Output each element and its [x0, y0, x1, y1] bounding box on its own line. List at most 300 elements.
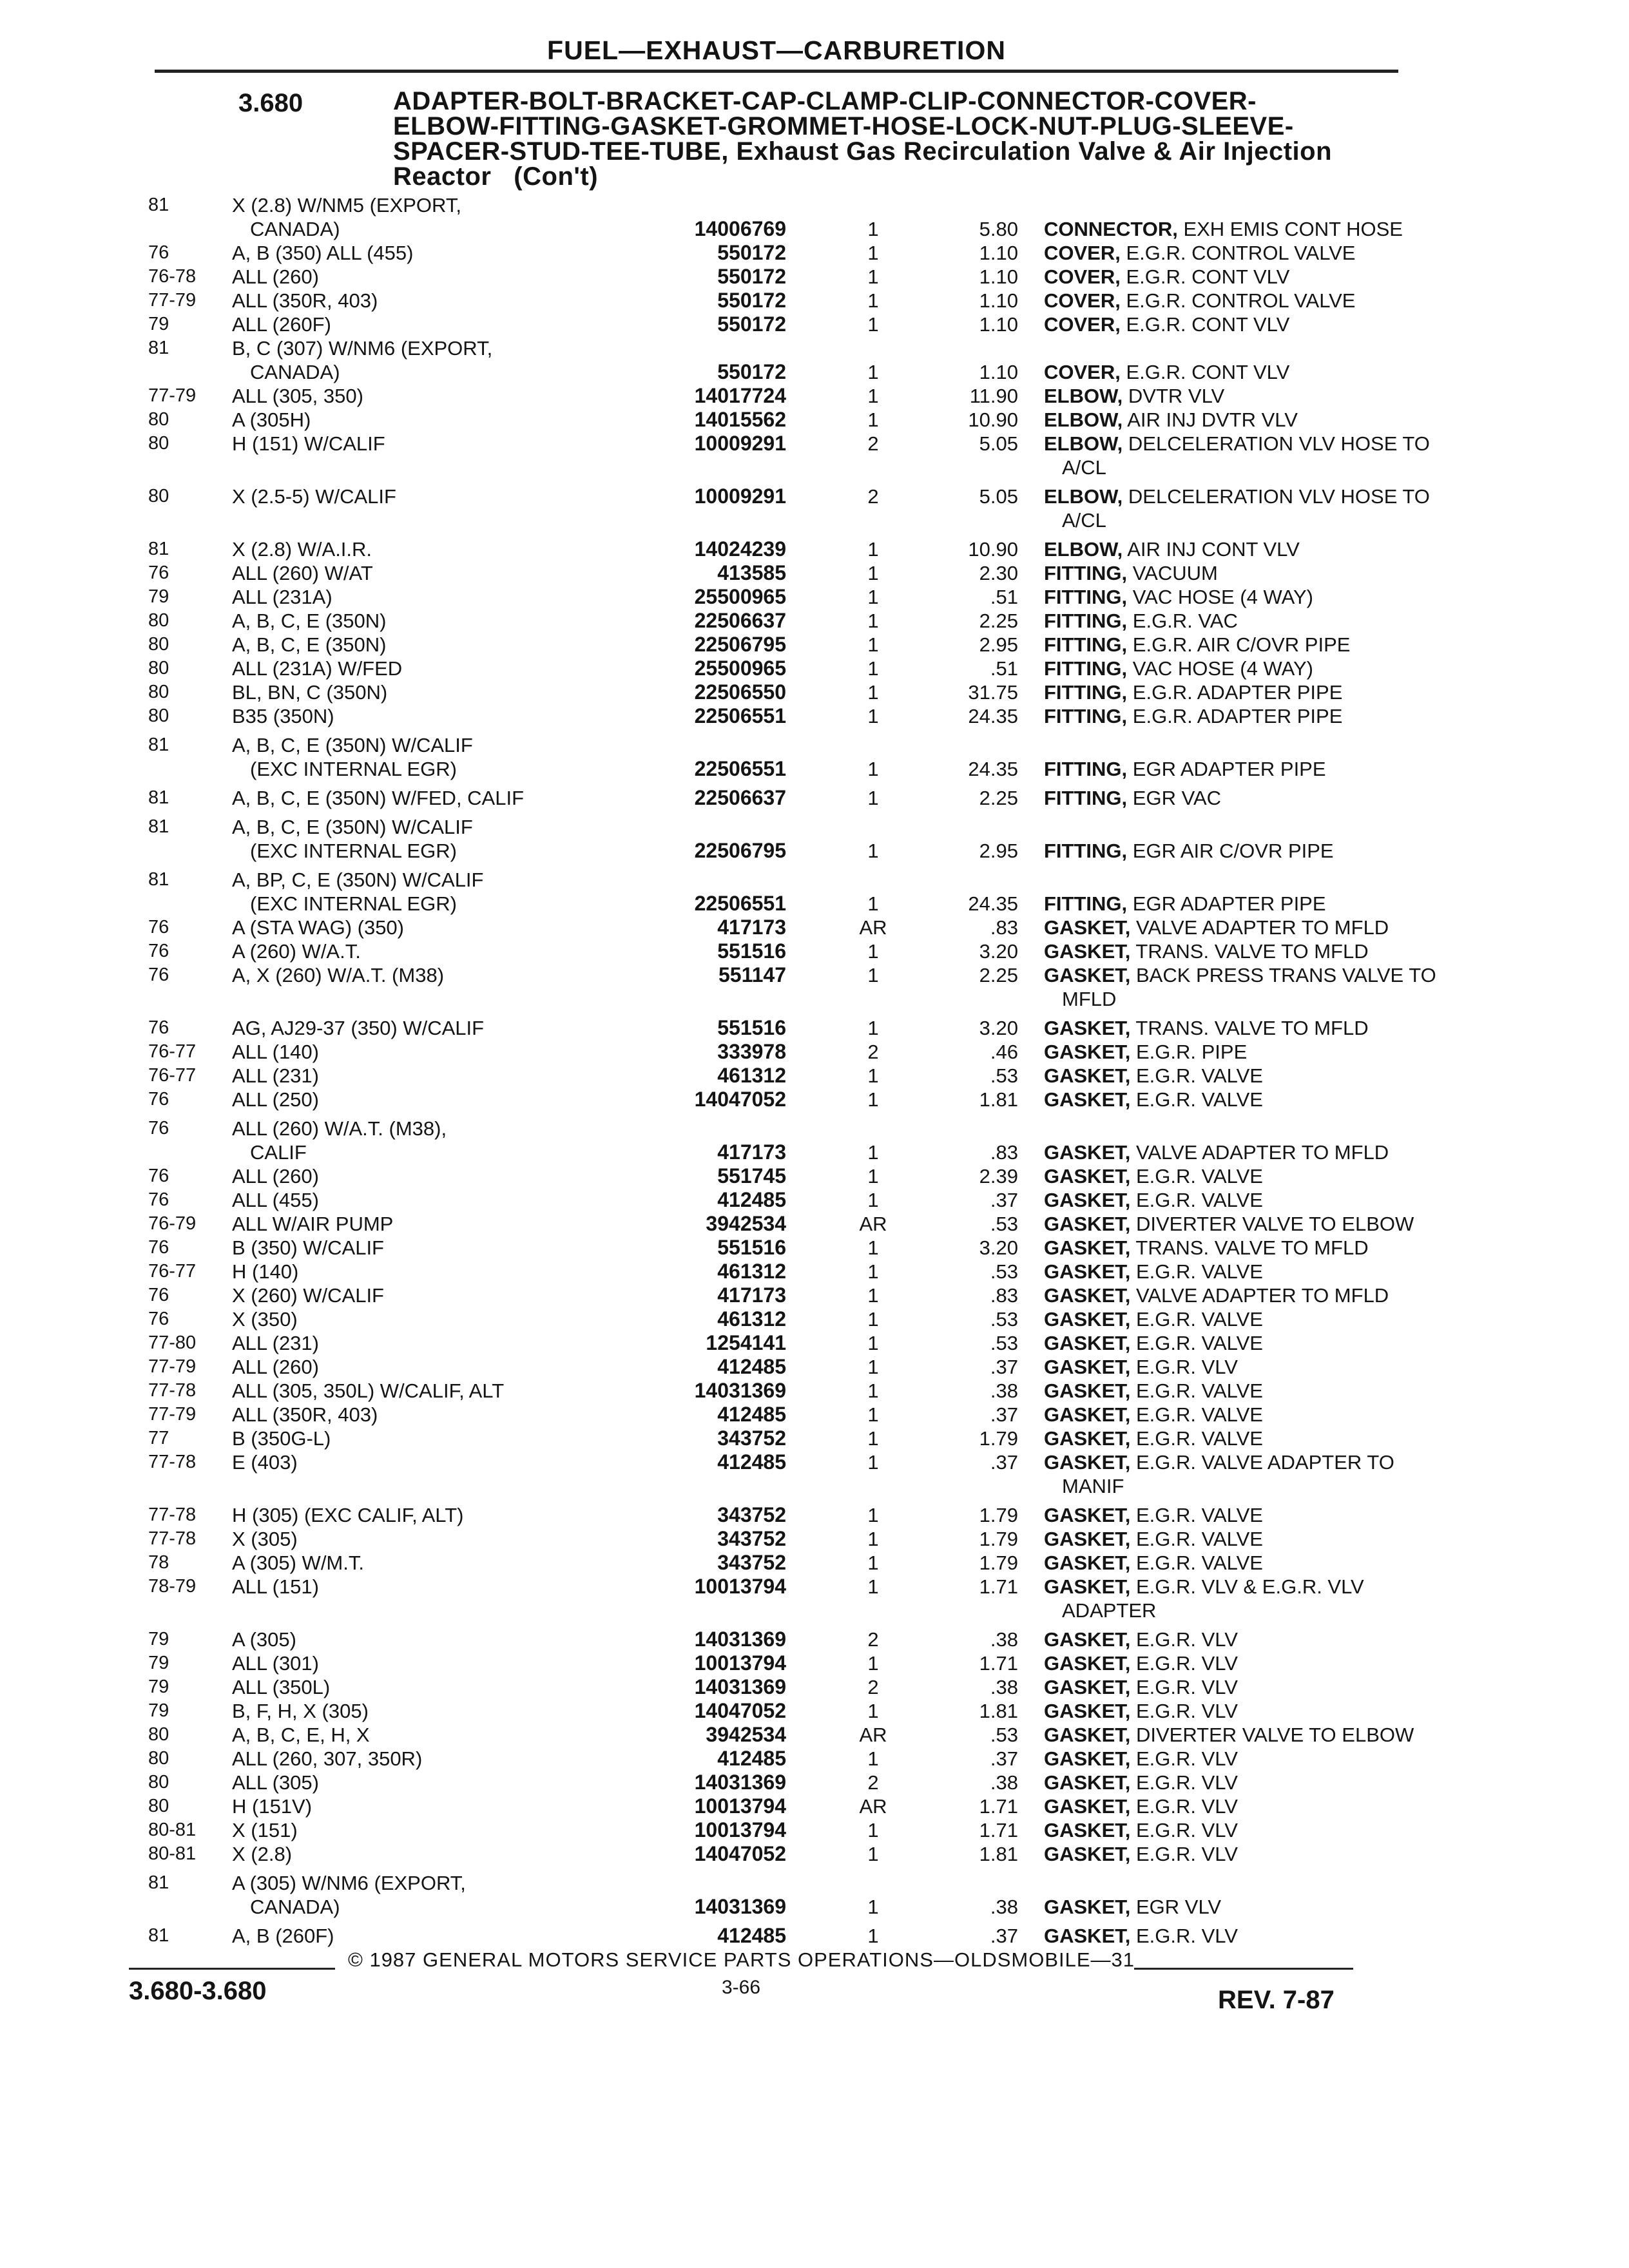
- part-description: [1044, 1379, 1508, 1403]
- model-application: [232, 1283, 709, 1307]
- part-type: COVER,: [1044, 242, 1121, 264]
- model-line: A (305) W/NM6 (EXPORT,: [232, 1872, 466, 1894]
- year-range: 81: [148, 735, 169, 755]
- model-line: ALL (231A) W/FED: [232, 657, 403, 680]
- part-number: 14031369: [694, 1895, 786, 1918]
- part-detail: E.G.R. CONT VLV: [1126, 265, 1290, 288]
- part-description: [1044, 1040, 1508, 1064]
- part-number: 22506551: [694, 704, 786, 727]
- price: .53: [990, 1724, 1018, 1746]
- model-application: [232, 916, 709, 939]
- part-type: GASKET,: [1044, 1700, 1131, 1722]
- price: 3.20: [979, 940, 1018, 963]
- price: 5.05: [979, 432, 1018, 455]
- year-range: 79: [148, 314, 169, 334]
- part-type: GASKET,: [1044, 1747, 1131, 1770]
- model-line: X (2.8) W/NM5 (EXPORT,: [232, 194, 461, 216]
- quantity: 1: [867, 1064, 879, 1087]
- table-row: [148, 585, 1392, 609]
- model-line: ALL (260, 307, 350R): [232, 1747, 423, 1770]
- year-range: 77: [148, 1428, 169, 1448]
- part-number: 22506795: [694, 839, 786, 862]
- quantity: AR: [859, 916, 887, 939]
- quantity: 1: [867, 1451, 879, 1474]
- part-description: [1044, 1818, 1508, 1842]
- model-application: [232, 241, 709, 265]
- part-detail: DIVERTER VALVE TO ELBOW: [1135, 1213, 1414, 1235]
- part-detail: EGR ADAPTER PIPE: [1132, 758, 1326, 780]
- year-range: 81: [148, 539, 169, 559]
- part-detail-2: ADAPTER: [1062, 1599, 1157, 1622]
- price: 2.25: [979, 610, 1018, 632]
- part-description: [1044, 939, 1508, 963]
- model-line: X (2.8): [232, 1843, 293, 1865]
- part-type: FITTING,: [1044, 892, 1128, 915]
- header-rule: [155, 70, 1398, 73]
- part-detail: E.G.R. CONT VLV: [1126, 313, 1290, 336]
- part-number: 412485: [717, 1450, 786, 1474]
- year-range: 77-78: [148, 1452, 197, 1472]
- quantity: 1: [867, 1260, 879, 1283]
- part-number: 22506637: [694, 609, 786, 632]
- price: 1.79: [979, 1427, 1018, 1450]
- year-range: 79: [148, 1700, 169, 1721]
- year-range: 77-80: [148, 1332, 197, 1353]
- price: 1.79: [979, 1552, 1018, 1574]
- model-line: A, B, C, E (350N) W/CALIF: [232, 734, 473, 756]
- part-number: 550172: [717, 265, 786, 288]
- model-line: A (260) W/A.T.: [232, 940, 361, 963]
- price: 1.10: [979, 265, 1018, 288]
- quantity: 1: [867, 633, 879, 656]
- price: 1.71: [979, 1819, 1018, 1841]
- part-number: 461312: [717, 1260, 786, 1283]
- part-type: GASKET,: [1044, 1451, 1131, 1474]
- quantity: 1: [867, 385, 879, 407]
- part-number: 14031369: [694, 1628, 786, 1651]
- quantity: 1: [867, 964, 879, 986]
- quantity: 1: [867, 1332, 879, 1354]
- quantity: 1: [867, 562, 879, 584]
- price: 2.95: [979, 840, 1018, 862]
- table-row: [148, 1723, 1414, 1747]
- part-detail: E.G.R. VLV: [1135, 1747, 1238, 1770]
- part-type: FITTING,: [1044, 633, 1128, 656]
- part-description: [1044, 289, 1508, 312]
- part-detail: E.G.R. VLV & E.G.R. VLV: [1135, 1575, 1364, 1598]
- part-type: COVER,: [1044, 265, 1121, 288]
- price: .37: [990, 1925, 1018, 1947]
- table-row: [148, 1236, 1392, 1260]
- part-description: [1044, 657, 1508, 680]
- model-line: A (305H): [232, 408, 311, 431]
- price: 1.10: [979, 289, 1018, 312]
- quantity: 1: [867, 1819, 879, 1841]
- part-number: 412485: [717, 1355, 786, 1378]
- part-detail: E.G.R. VLV: [1135, 1843, 1238, 1865]
- part-detail: E.G.R. VLV: [1135, 1771, 1238, 1794]
- model-application: [232, 733, 709, 781]
- model-line: ALL (231): [232, 1064, 319, 1087]
- model-application: [232, 1551, 709, 1575]
- quantity: 1: [867, 610, 879, 632]
- quantity: 1: [867, 1528, 879, 1550]
- part-detail: E.G.R. VALVE: [1135, 1332, 1263, 1354]
- quantity: 2: [867, 1771, 879, 1794]
- section-title: FUEL—EXHAUST—CARBURETION: [547, 35, 1006, 65]
- quantity: 1: [867, 538, 879, 561]
- model-line: ALL (231A): [232, 586, 333, 608]
- part-number: 461312: [717, 1307, 786, 1331]
- price: 1.81: [979, 1700, 1018, 1722]
- part-type: GASKET,: [1044, 916, 1131, 939]
- quantity: 1: [867, 840, 879, 862]
- quantity: 1: [867, 1189, 879, 1211]
- year-range: 76-77: [148, 1261, 197, 1282]
- year-range: 76-77: [148, 1041, 197, 1062]
- table-row: [148, 1164, 1392, 1188]
- model-application: [232, 868, 709, 916]
- part-type: ELBOW,: [1044, 385, 1123, 407]
- table-row: [148, 1771, 1392, 1794]
- table-row: [148, 1450, 1392, 1498]
- part-detail: E.G.R. PIPE: [1135, 1041, 1248, 1063]
- table-row: [148, 633, 1392, 657]
- model-application: [232, 1628, 709, 1651]
- part-number: 10013794: [694, 1818, 786, 1841]
- part-type: GASKET,: [1044, 1165, 1131, 1187]
- part-detail-2: A/CL: [1062, 456, 1106, 479]
- table-row: [148, 786, 1392, 810]
- part-description: [1044, 609, 1508, 633]
- model-line: X (350): [232, 1308, 298, 1331]
- part-type: FITTING,: [1044, 610, 1128, 632]
- year-range: 76: [148, 1017, 169, 1038]
- part-detail-2: MFLD: [1062, 988, 1117, 1010]
- model-line-2: CALIF: [250, 1141, 307, 1164]
- part-detail: E.G.R. VALVE: [1135, 1189, 1263, 1211]
- part-type: GASKET,: [1044, 940, 1131, 963]
- quantity: 2: [867, 485, 879, 508]
- table-row: [148, 265, 1392, 289]
- table-row: [148, 1699, 1392, 1723]
- footer-rule-left: [129, 1968, 335, 1970]
- part-type: FITTING,: [1044, 787, 1128, 809]
- quantity: 1: [867, 1141, 879, 1164]
- part-detail: EGR VAC: [1132, 787, 1222, 809]
- part-description: [1044, 1140, 1508, 1164]
- model-line: ALL (350L): [232, 1676, 331, 1698]
- part-description: [1044, 786, 1508, 810]
- table-row: [148, 561, 1392, 585]
- table-row: [148, 336, 1392, 384]
- quantity: 1: [867, 1552, 879, 1574]
- revision: REV. 7-87: [1218, 1986, 1335, 2014]
- quantity: AR: [859, 1213, 887, 1235]
- model-application: [232, 1236, 709, 1260]
- price: .53: [990, 1308, 1018, 1331]
- part-description: [1044, 1551, 1508, 1575]
- model-application: [232, 815, 709, 863]
- model-application: [232, 312, 709, 336]
- part-type: GASKET,: [1044, 1504, 1131, 1526]
- part-description: [1044, 1503, 1508, 1527]
- part-number: 22506550: [694, 680, 786, 704]
- table-row: [148, 963, 1436, 1011]
- model-application: [232, 193, 709, 241]
- part-number: 1254141: [706, 1331, 786, 1354]
- price: 1.81: [979, 1843, 1018, 1865]
- part-description: [1044, 1771, 1508, 1794]
- model-line: A, B, C, E, H, X: [232, 1724, 370, 1746]
- model-line: ALL (260F): [232, 313, 331, 336]
- model-application: [232, 585, 709, 609]
- part-detail: E.G.R. VALVE: [1135, 1403, 1263, 1426]
- part-detail: VALVE ADAPTER TO MFLD: [1135, 916, 1389, 939]
- part-detail: E.G.R. VLV: [1135, 1356, 1238, 1378]
- year-range: 80-81: [148, 1843, 197, 1864]
- model-application: [232, 289, 709, 312]
- year-range: 81: [148, 787, 169, 808]
- price: .53: [990, 1332, 1018, 1354]
- part-number: 343752: [717, 1527, 786, 1550]
- year-range: 76: [148, 562, 169, 583]
- price: .38: [990, 1896, 1018, 1918]
- part-description: [1044, 1283, 1508, 1307]
- part-detail: E.G.R. VLV: [1135, 1819, 1238, 1841]
- quantity: 1: [867, 758, 879, 780]
- price: .53: [990, 1213, 1018, 1235]
- part-detail: EXH EMIS CONT HOSE: [1183, 218, 1403, 240]
- year-range: 76-77: [148, 1065, 197, 1086]
- part-type: FITTING,: [1044, 681, 1128, 704]
- year-range: 77-78: [148, 1380, 197, 1401]
- part-number: 10013794: [694, 1575, 786, 1598]
- model-line-2: CANADA): [250, 218, 340, 240]
- price: 24.35: [968, 705, 1018, 727]
- price: .51: [990, 586, 1018, 608]
- part-type: GASKET,: [1044, 964, 1131, 986]
- table-row: [148, 1871, 1392, 1919]
- model-line-2: (EXC INTERNAL EGR): [250, 840, 457, 862]
- year-range: 76: [148, 1118, 169, 1139]
- part-number: 417173: [717, 1283, 786, 1307]
- year-range: 79: [148, 1653, 169, 1673]
- quantity: 1: [867, 1403, 879, 1426]
- price: .38: [990, 1379, 1018, 1402]
- price: 31.75: [968, 681, 1018, 704]
- year-range: 76: [148, 1237, 169, 1258]
- price: .38: [990, 1628, 1018, 1651]
- model-line: B, C (307) W/NM6 (EXPORT,: [232, 337, 493, 360]
- part-number: 3942534: [706, 1723, 786, 1746]
- model-line: ALL (260) W/AT: [232, 562, 373, 584]
- part-type: GASKET,: [1044, 1213, 1131, 1235]
- model-application: [232, 1699, 709, 1723]
- part-description: [1044, 680, 1508, 704]
- model-line-2: CANADA): [250, 1896, 340, 1918]
- model-line: B35 (350N): [232, 705, 334, 727]
- year-range: 76: [148, 965, 169, 985]
- part-number: 22506551: [694, 892, 786, 915]
- part-number: 14031369: [694, 1379, 786, 1402]
- part-number: 551516: [717, 939, 786, 963]
- part-number: 14031369: [694, 1771, 786, 1794]
- part-type: GASKET,: [1044, 1356, 1131, 1378]
- part-detail: E.G.R. VALVE: [1135, 1260, 1263, 1283]
- model-application: [232, 1427, 709, 1450]
- year-range: 80: [148, 409, 169, 430]
- part-number: 551147: [718, 963, 786, 986]
- part-type: GASKET,: [1044, 1628, 1131, 1651]
- model-line: B (350G-L): [232, 1427, 331, 1450]
- part-type: GASKET,: [1044, 1379, 1131, 1402]
- part-type: GASKET,: [1044, 1284, 1131, 1307]
- table-row: [148, 1260, 1392, 1283]
- model-line: ALL (231): [232, 1332, 319, 1354]
- part-type: ELBOW,: [1044, 432, 1123, 455]
- part-number: 412485: [717, 1747, 786, 1770]
- part-detail: E.G.R. VAC: [1132, 610, 1238, 632]
- model-line: ALL (140): [232, 1041, 319, 1063]
- part-description: [1044, 1188, 1508, 1212]
- model-application: [232, 939, 709, 963]
- model-line: A (STA WAG) (350): [232, 916, 404, 939]
- part-number: 551745: [717, 1164, 786, 1187]
- part-type: GASKET,: [1044, 1332, 1131, 1354]
- table-row: [148, 733, 1392, 781]
- model-line: ALL (305, 350): [232, 385, 363, 407]
- model-application: [232, 485, 709, 508]
- table-row: [148, 384, 1392, 408]
- part-number: 417173: [717, 916, 786, 939]
- price: 1.71: [979, 1575, 1018, 1598]
- price: 1.81: [979, 1088, 1018, 1111]
- table-row: [148, 1818, 1392, 1842]
- year-range: 80: [148, 433, 169, 454]
- part-description: [1044, 1307, 1508, 1331]
- part-type: GASKET,: [1044, 1896, 1131, 1918]
- part-number: 14015562: [694, 408, 786, 431]
- year-range: 79: [148, 1629, 169, 1649]
- table-row: [148, 485, 1430, 532]
- year-range: 81: [148, 869, 169, 890]
- model-application: [232, 704, 709, 728]
- part-detail: DVTR VLV: [1128, 385, 1225, 407]
- part-description: [1044, 408, 1508, 432]
- table-row: [148, 868, 1392, 916]
- table-row: [148, 939, 1392, 963]
- part-description: [1044, 217, 1508, 241]
- model-application: [232, 1818, 709, 1842]
- model-application: [232, 265, 709, 289]
- price: 5.80: [979, 218, 1018, 240]
- part-number: 25500965: [694, 585, 786, 608]
- part-number: 14047052: [694, 1699, 786, 1722]
- model-application: [232, 432, 709, 456]
- parts-list: [148, 193, 1436, 1948]
- model-application: [232, 1188, 709, 1212]
- model-application: [232, 657, 709, 680]
- model-line: X (260) W/CALIF: [232, 1284, 384, 1307]
- part-description: [1044, 839, 1508, 863]
- part-detail: E.G.R. ADAPTER PIPE: [1132, 681, 1343, 704]
- price: 1.10: [979, 361, 1018, 383]
- table-row: [148, 1675, 1392, 1699]
- part-number: 550172: [717, 312, 786, 336]
- year-range: 80: [148, 706, 169, 726]
- table-row: [148, 1379, 1392, 1403]
- footer-rule-right: [1134, 1968, 1353, 1970]
- price: .37: [990, 1403, 1018, 1426]
- part-description: [1044, 1651, 1508, 1675]
- quantity: 1: [867, 940, 879, 963]
- model-application: [232, 1871, 709, 1919]
- price: .37: [990, 1356, 1018, 1378]
- year-range: 77-79: [148, 1404, 197, 1425]
- part-detail: E.G.R. VLV: [1135, 1700, 1238, 1722]
- year-range: 80: [148, 1724, 169, 1745]
- part-description: [1044, 360, 1508, 384]
- part-description: [1044, 1164, 1508, 1188]
- price: 24.35: [968, 758, 1018, 780]
- year-range: 81: [148, 1925, 169, 1946]
- price: 3.20: [979, 1236, 1018, 1259]
- part-description: [1044, 1747, 1508, 1771]
- model-application: [232, 1164, 709, 1188]
- part-type: GASKET,: [1044, 1236, 1131, 1259]
- model-application: [232, 1117, 709, 1164]
- year-range: 76: [148, 1309, 169, 1329]
- part-detail: TRANS. VALVE TO MFLD: [1135, 940, 1369, 963]
- part-description: [1044, 1260, 1508, 1283]
- part-description: [1044, 1723, 1508, 1747]
- model-line: X (305): [232, 1528, 298, 1550]
- quantity: 1: [867, 1504, 879, 1526]
- model-line-2: (EXC INTERNAL EGR): [250, 892, 457, 915]
- part-detail: E.G.R. ADAPTER PIPE: [1132, 705, 1343, 727]
- model-application: [232, 1651, 709, 1675]
- part-description: [1044, 916, 1508, 939]
- part-type: FITTING,: [1044, 657, 1128, 680]
- part-number: 550172: [717, 360, 786, 383]
- part-description: [1044, 485, 1508, 532]
- quantity: 1: [867, 1379, 879, 1402]
- year-range: 76: [148, 1089, 169, 1110]
- model-line: A, B, C, E (350N): [232, 610, 387, 632]
- page-number: 3-66: [722, 1977, 761, 1998]
- year-range: 79: [148, 586, 169, 607]
- quantity: 1: [867, 361, 879, 383]
- price: 1.79: [979, 1504, 1018, 1526]
- part-detail: E.G.R. VALVE ADAPTER TO: [1135, 1451, 1394, 1474]
- part-number: 461312: [717, 1064, 786, 1087]
- part-description: [1044, 1016, 1508, 1040]
- model-application: [232, 336, 709, 384]
- table-row: [148, 1427, 1392, 1450]
- table-row: [148, 1016, 1392, 1040]
- year-range: 76: [148, 917, 169, 937]
- quantity: 1: [867, 1284, 879, 1307]
- year-range: 80: [148, 1772, 169, 1792]
- price: .38: [990, 1676, 1018, 1698]
- part-number: 14031369: [694, 1675, 786, 1698]
- part-description: [1044, 585, 1508, 609]
- part-description: [1044, 312, 1508, 336]
- quantity: 1: [867, 218, 879, 240]
- part-type: GASKET,: [1044, 1724, 1131, 1746]
- part-detail: BACK PRESS TRANS VALVE TO: [1135, 964, 1436, 986]
